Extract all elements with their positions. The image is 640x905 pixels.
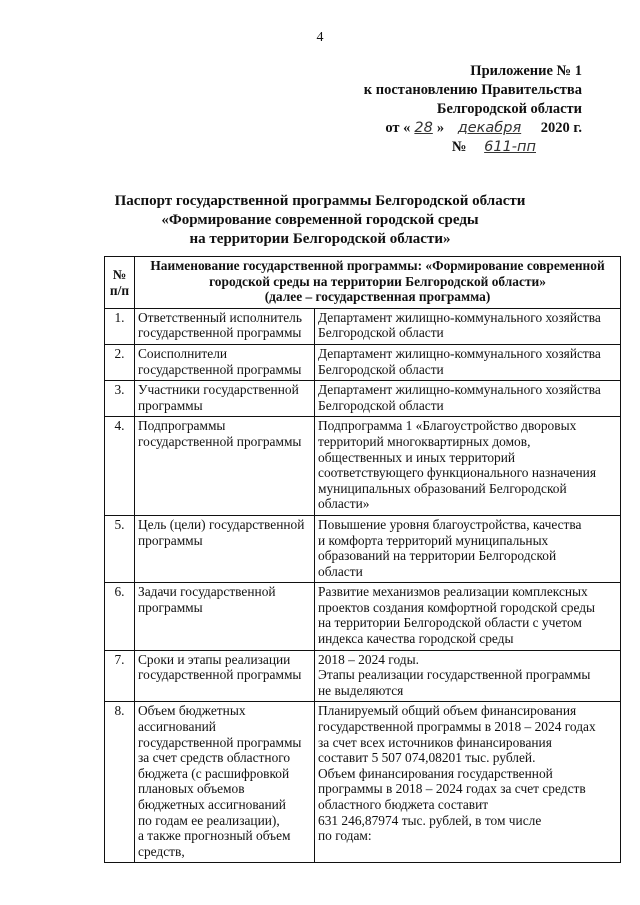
row-label bbox=[135, 515, 315, 582]
row-label bbox=[135, 583, 315, 650]
table-row bbox=[105, 381, 621, 417]
row-number: 3. bbox=[105, 381, 135, 417]
row-value-line: образований на территории Белгородской bbox=[318, 548, 557, 564]
row-value-line: Департамент жилищно-коммунального хозяйства bbox=[318, 345, 601, 361]
appendix-date bbox=[342, 119, 582, 138]
row-label-line: по годам ее реализации), bbox=[138, 812, 280, 828]
row-value-line: Подпрограмма 1 «Благоустройство дворовых bbox=[318, 418, 577, 434]
row-label bbox=[135, 308, 315, 344]
row-value-line: составит 5 507 074,08201 тыс. рублей. bbox=[318, 750, 536, 766]
row-label-line: Задачи государственной bbox=[138, 584, 276, 600]
header-name-line: Наименование государственной программы: «Формирование современной bbox=[150, 258, 605, 273]
row-value-line: территорий многоквартирных домов, bbox=[318, 433, 531, 449]
row-label bbox=[135, 417, 315, 516]
row-value-line: Белгородской области bbox=[318, 361, 444, 377]
row-value-line: Департамент жилищно-коммунального хозяйства bbox=[318, 382, 601, 398]
row-label-line: Объем бюджетных bbox=[138, 703, 246, 719]
row-label-line: программы bbox=[138, 599, 203, 615]
table-header-row bbox=[105, 257, 621, 309]
table-row bbox=[105, 515, 621, 582]
header-name-cell bbox=[135, 257, 621, 309]
header-name-line: (далее – государственная программа) bbox=[264, 289, 491, 305]
row-value-line: Этапы реализации государственной программы bbox=[318, 667, 591, 683]
row-value-line: области bbox=[318, 563, 363, 579]
row-number: 5. bbox=[105, 515, 135, 582]
row-value-line: не выделяются bbox=[318, 682, 404, 698]
row-value-line: Объем финансирования государственной bbox=[318, 765, 553, 781]
title-line-2: «Формирование современной городской среды bbox=[161, 212, 479, 228]
row-value-line: соответствующего функционального назначения bbox=[318, 465, 596, 481]
row-value bbox=[315, 381, 621, 417]
row-value-line: проектов создания комфортной городской среды bbox=[318, 599, 596, 615]
row-label bbox=[135, 344, 315, 380]
row-number: 6. bbox=[105, 583, 135, 650]
row-value-line: Департамент жилищно-коммунального хозяйства bbox=[318, 309, 601, 325]
row-label-line: Участники государственной bbox=[138, 382, 299, 398]
row-value-line: программы в 2018 – 2024 годах за счет средств bbox=[318, 781, 586, 797]
row-value-line: 631 246,87974 тыс. рублей, в том числе bbox=[318, 812, 542, 828]
document-title bbox=[0, 192, 640, 249]
appendix-resolution: к постановлению Правительства bbox=[363, 82, 582, 98]
row-label-line: ассигнований bbox=[138, 719, 216, 735]
row-value-line: Планируемый общий объем финансирования bbox=[318, 703, 577, 719]
date-year: 2020 г. bbox=[540, 120, 582, 136]
row-label-line: а также прогнозный объем bbox=[138, 828, 291, 844]
row-label-line: государственной программы bbox=[138, 667, 302, 683]
date-mid: » bbox=[436, 120, 445, 136]
row-value bbox=[315, 650, 621, 702]
table-row bbox=[105, 702, 621, 863]
row-value-line: Повышение уровня благоустройства, качества bbox=[318, 516, 582, 532]
row-value-line: индекса качества городской среды bbox=[318, 631, 514, 647]
row-label-line: плановых объемов bbox=[138, 781, 245, 797]
row-value-line: на территории Белгородской области с учетом bbox=[318, 615, 582, 631]
row-value bbox=[315, 583, 621, 650]
row-value-line: областного бюджета составит bbox=[318, 797, 489, 812]
number-prefix: № bbox=[451, 139, 467, 155]
row-value-line: Белгородской области bbox=[318, 325, 444, 341]
row-value-line: общественных и иных территорий bbox=[318, 449, 516, 465]
row-value-line: и комфорта территорий муниципальных bbox=[318, 532, 549, 548]
row-value-line: муниципальных образований Белгородской bbox=[318, 480, 567, 496]
table-row bbox=[105, 344, 621, 380]
row-label-line: за счет средств областного bbox=[138, 750, 291, 766]
page-number: 4 bbox=[316, 30, 324, 45]
row-value-line: по годам: bbox=[318, 828, 372, 844]
row-value bbox=[315, 308, 621, 344]
row-label-line: программы bbox=[138, 397, 203, 413]
row-label-line: государственной программы bbox=[138, 361, 302, 377]
row-label-line: государственной программы bbox=[138, 433, 302, 449]
date-month: декабря bbox=[457, 120, 522, 136]
table-row bbox=[105, 417, 621, 516]
row-label-line: Сроки и этапы реализации bbox=[138, 651, 291, 667]
appendix-title: Приложение № 1 bbox=[470, 63, 582, 79]
row-label bbox=[135, 381, 315, 417]
title-line-1: Паспорт государственной программы Белгородской области bbox=[114, 193, 526, 209]
table-row bbox=[105, 583, 621, 650]
row-value bbox=[315, 344, 621, 380]
header-name-line: городской среды на территории Белгородской области» bbox=[209, 273, 546, 289]
row-label-line: бюджетных ассигнований bbox=[138, 797, 286, 812]
row-label-line: Цель (цели) государственной bbox=[138, 516, 305, 532]
row-number: 7. bbox=[105, 650, 135, 702]
row-value bbox=[315, 417, 621, 516]
row-label bbox=[135, 650, 315, 702]
row-label-line: Подпрограммы bbox=[138, 418, 226, 434]
appendix-block bbox=[342, 62, 582, 157]
row-value-line: 2018 – 2024 годы. bbox=[318, 651, 419, 667]
header-number-cell bbox=[105, 257, 135, 309]
row-value-line: области» bbox=[318, 496, 370, 512]
row-label-line: государственной программы bbox=[138, 325, 302, 341]
appendix-region: Белгородской области bbox=[436, 101, 582, 117]
row-number: 4. bbox=[105, 417, 135, 516]
row-number: 1. bbox=[105, 308, 135, 344]
table-body bbox=[105, 308, 621, 863]
row-number: 2. bbox=[105, 344, 135, 380]
passport-table bbox=[104, 256, 621, 863]
date-day: 28 bbox=[414, 120, 433, 136]
row-label-line: бюджета (с расшифровкой bbox=[138, 765, 290, 781]
row-label-line: программы bbox=[138, 532, 203, 548]
row-value-line: Развитие механизмов реализации комплексных bbox=[318, 584, 588, 600]
row-number: 8. bbox=[105, 702, 135, 863]
row-value bbox=[315, 702, 621, 863]
row-value bbox=[315, 515, 621, 582]
row-label-line: средств, bbox=[138, 843, 185, 859]
row-value-line: за счет всех источников финансирования bbox=[318, 734, 552, 750]
appendix-number bbox=[342, 138, 582, 157]
header-number-line: п/п bbox=[109, 282, 130, 298]
row-value-line: государственной программы в 2018 – 2024 годах bbox=[318, 719, 596, 735]
number-value: 611-пп bbox=[484, 139, 536, 155]
date-prefix: от « bbox=[385, 120, 411, 136]
row-label-line: Ответственный исполнитель bbox=[138, 309, 302, 325]
row-label bbox=[135, 702, 315, 863]
row-label-line: государственной программы bbox=[138, 734, 302, 750]
row-label-line: Соисполнители bbox=[138, 345, 228, 361]
row-value-line: Белгородской области bbox=[318, 397, 444, 413]
title-line-3: на территории Белгородской области» bbox=[189, 231, 451, 247]
header-number-line: № bbox=[112, 267, 127, 282]
table-row bbox=[105, 308, 621, 344]
table-row bbox=[105, 650, 621, 702]
